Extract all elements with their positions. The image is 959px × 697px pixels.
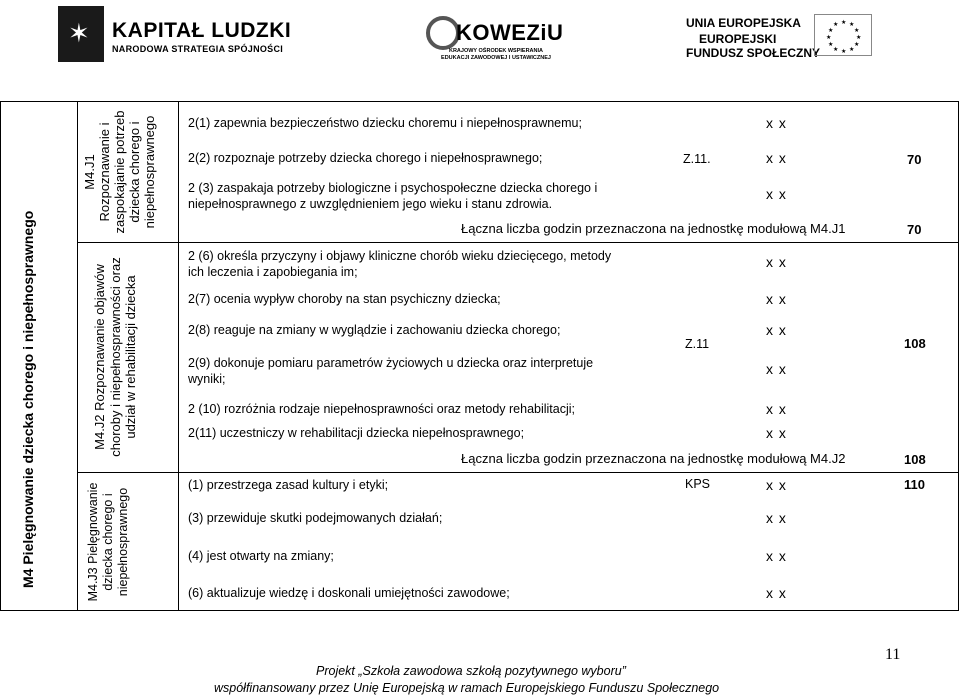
unit-j3-label-line3: niepełnosprawnego: [116, 487, 130, 597]
j2-row-2-text: 2(7) ocenia wypływ choroby na stan psychiczny dziecka;: [188, 292, 501, 306]
j2-summary-label: Łączna liczba godzin przeznaczona na jednostkę modułową M4.J2: [461, 451, 846, 466]
j2-row-5-text: 2 (10) rozróżnia rodzaje niepełnosprawności oraz metody rehabilitacji;: [188, 402, 575, 416]
eu-logo: [686, 14, 906, 64]
j2-row-3-text: 2(8) reaguje na zmiany w wyglądzie i zachowaniu dziecka chorego;: [188, 323, 561, 337]
j2-row-1-mark: x x: [766, 254, 787, 270]
j3-row-1-text: (1) przestrzega zasad kultury i etyki;: [188, 478, 389, 492]
j2-row-1-text: [188, 248, 611, 280]
j2-row-4-mark: x x: [766, 361, 787, 377]
j2-row-4-line1: 2(9) dokonuje pomiaru parametrów życiowych u dziecka oraz interpretuje: [188, 356, 594, 370]
j3-row-4-mark: x x: [766, 585, 787, 601]
j2-hours: 108: [904, 336, 926, 351]
j1-row-3-line2: niepełnosprawnego z uwzględnieniem jego wieku i stanu zdrowia.: [188, 197, 553, 211]
j2-summary-hours: 108: [904, 452, 926, 467]
koweziu-name: KOWEZiU: [456, 20, 564, 45]
j1-hours: 70: [907, 152, 922, 167]
j1-code: Z.11.: [683, 152, 711, 166]
j2-row-6-mark: x x: [766, 425, 787, 441]
unit-j2-label: [92, 248, 139, 466]
j3-row-3-text: (4) jest otwarty na zmiany;: [188, 549, 334, 563]
unit-j3-label: [86, 480, 131, 604]
j1-row-2-mark: x x: [766, 150, 787, 166]
page-number: 11: [885, 646, 901, 663]
unit-j2-label-line1: M4.J2 Rozpoznawanie objawów: [92, 264, 107, 450]
eu-line3: FUNDUSZ SPOŁECZNY: [686, 46, 821, 60]
kapital-ludzki-logo: [58, 6, 292, 64]
j3-row-2-mark: x x: [766, 510, 787, 526]
unit-j1-label-line4: dziecka chorego i: [127, 121, 142, 223]
j1-row-3-mark: x x: [766, 186, 787, 202]
j2-row-4-text: [188, 355, 593, 387]
j2-row-3-mark: x x: [766, 322, 787, 338]
koweziu-subtitle: KRAJOWY OŚRODEK WSPIERANIA EDUKACJI ZAWODOWEJ I USTAWICZNEJ: [441, 48, 551, 61]
koweziu-logo: [426, 8, 564, 66]
j1-summary-hours: 70: [907, 222, 922, 237]
unit-j2-label-line3: udział w rehabilitacji dziecka: [123, 275, 138, 439]
j3-code: KPS: [685, 477, 711, 491]
unit-j1-label-line5: niepełnosprawnego: [142, 115, 157, 229]
kapital-ludzki-title: KAPITAŁ LUDZKI: [112, 19, 292, 42]
j1-row-1-mark: x x: [766, 115, 787, 131]
kapital-ludzki-emblem-icon: ✶: [58, 6, 104, 62]
j2-row-2-mark: x x: [766, 291, 787, 307]
j2-row-1-line1: 2 (6) określa przyczyny i objawy kliniczne chorób wieku dziecięcego, metody: [188, 249, 612, 263]
j3-row-3-mark: x x: [766, 548, 787, 564]
j2-row-1-line2: ich leczenia i zapobiegania im;: [188, 265, 358, 279]
j1-summary-label: Łączna liczba godzin przeznaczona na jednostkę modułową M4.J1: [461, 221, 846, 236]
j3-row-2-text: (3) przewiduje skutki podejmowanych działań;: [188, 511, 443, 525]
module-title: M4 Pielęgnowanie dziecka chorego i niepełnosprawnego: [20, 210, 36, 588]
footer-project: Projekt „Szkoła zawodowa szkołą pozytywnego wyboru”: [316, 664, 626, 678]
j3-hours: 110: [904, 477, 925, 492]
j2-code: Z.11: [685, 337, 710, 351]
eu-flag-icon: ★ ★ ★ ★ ★ ★ ★ ★ ★ ★ ★ ★: [814, 14, 872, 56]
j2-row-6-text: 2(11) uczestniczy w rehabilitacji dziecka niepełnosprawnego;: [188, 426, 525, 440]
j3-row-4-text: (6) aktualizuje wiedzę i doskonali umiejętności zawodowe;: [188, 586, 510, 600]
unit-j3-label-line1: M4.J3 Pielęgnowanie: [86, 482, 100, 602]
j2-row-4-line2: wyniki;: [188, 372, 226, 386]
j3-row-1-mark: x x: [766, 477, 787, 493]
eu-line1: UNIA EUROPEJSKA: [686, 16, 801, 30]
eu-line2: EUROPEJSKI: [699, 32, 777, 46]
unit-j1-label-line1: M4.J1: [82, 154, 97, 190]
j1-row-1-text: 2(1) zapewnia bezpieczeństwo dziecku choremu i niepełnosprawnemu;: [188, 116, 582, 130]
j2-row-5-mark: x x: [766, 401, 787, 417]
j1-row-2-text: 2(2) rozpoznaje potrzeby dziecka chorego i niepełnosprawnego;: [188, 151, 543, 165]
unit-j1-label-line2: Rozpoznawanie i: [97, 122, 112, 222]
j1-row-3-line1: 2 (3) zaspakaja potrzeby biologiczne i psychospołeczne dziecka chorego i: [188, 181, 598, 195]
unit-j1-label-line3: zaspokajanie potrzeb: [112, 110, 127, 234]
unit-j1-label: [82, 109, 157, 235]
kapital-ludzki-subtitle: NARODOWA STRATEGIA SPÓJNOŚCI: [112, 44, 284, 54]
koweziu-ring-icon: [426, 16, 460, 50]
j1-row-3-text: [188, 180, 597, 212]
footer-cofinance: współfinansowany przez Unię Europejską w ramach Europejskiego Funduszu Społecznego: [214, 681, 720, 695]
unit-j3-label-line2: dziecka chorego i: [101, 493, 115, 591]
unit-j2-label-line2: choroby i niepełnosprawności oraz: [107, 257, 123, 457]
